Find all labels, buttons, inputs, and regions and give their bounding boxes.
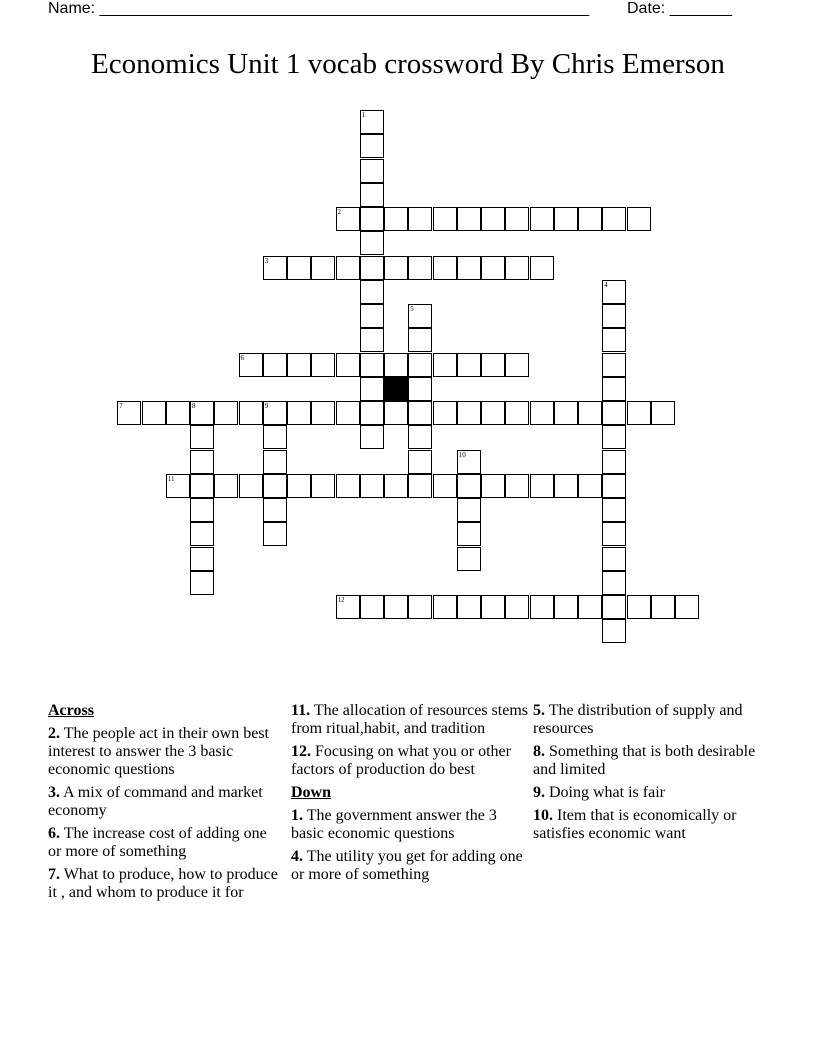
name-field-label[interactable]: Name: _______________________________________________________ bbox=[48, 0, 589, 17]
crossword-cell[interactable] bbox=[360, 256, 384, 280]
crossword-cell[interactable] bbox=[602, 619, 626, 643]
crossword-cell[interactable] bbox=[287, 401, 311, 425]
crossword-cell[interactable] bbox=[360, 280, 384, 304]
crossword-cell[interactable] bbox=[530, 401, 554, 425]
crossword-cell[interactable] bbox=[408, 401, 432, 425]
crossword-cell[interactable] bbox=[408, 304, 432, 328]
crossword-cell[interactable] bbox=[481, 595, 505, 619]
clue-number: 6 bbox=[240, 353, 244, 362]
crossword-cell[interactable] bbox=[651, 401, 675, 425]
crossword-cell[interactable] bbox=[166, 401, 190, 425]
crossword-cell[interactable] bbox=[457, 401, 481, 425]
crossword-cell[interactable] bbox=[360, 304, 384, 328]
crossword-cell[interactable] bbox=[190, 498, 214, 522]
crossword-cell[interactable] bbox=[263, 474, 287, 498]
crossword-cell[interactable] bbox=[336, 595, 360, 619]
crossword-cell[interactable] bbox=[433, 401, 457, 425]
crossword-cell[interactable] bbox=[239, 474, 263, 498]
crossword-block-cell bbox=[384, 377, 408, 401]
crossword-cell[interactable] bbox=[360, 425, 384, 449]
crossword-cell[interactable] bbox=[481, 207, 505, 231]
crossword-cell[interactable] bbox=[360, 353, 384, 377]
crossword-cell[interactable] bbox=[578, 401, 602, 425]
page-title: Economics Unit 1 vocab crossword By Chris Emerson bbox=[91, 48, 725, 80]
crossword-cell[interactable] bbox=[505, 595, 529, 619]
crossword-cell[interactable] bbox=[384, 353, 408, 377]
crossword-cell[interactable] bbox=[408, 256, 432, 280]
crossword-cell[interactable] bbox=[578, 595, 602, 619]
crossword-cell[interactable] bbox=[505, 256, 529, 280]
crossword-cell[interactable] bbox=[554, 401, 578, 425]
crossword-cell[interactable] bbox=[190, 425, 214, 449]
crossword-cell[interactable] bbox=[263, 498, 287, 522]
crossword-cell[interactable] bbox=[336, 474, 360, 498]
across-clue: 6. The increase cost of adding one or more of something bbox=[48, 825, 267, 860]
crossword-cell[interactable] bbox=[505, 474, 529, 498]
crossword-cell[interactable] bbox=[142, 401, 166, 425]
crossword-cell[interactable] bbox=[602, 401, 626, 425]
crossword-cell[interactable] bbox=[675, 595, 699, 619]
clue-number: 1 bbox=[361, 111, 366, 119]
crossword-cell[interactable] bbox=[602, 377, 626, 401]
crossword-cell[interactable] bbox=[263, 401, 287, 425]
crossword-cell[interactable] bbox=[384, 207, 408, 231]
crossword-cell[interactable] bbox=[627, 207, 651, 231]
clue-number: 8 bbox=[192, 402, 196, 410]
crossword-cell[interactable] bbox=[190, 401, 214, 425]
down-clue: 9. Doing what is fair bbox=[533, 784, 665, 801]
crossword-cell[interactable] bbox=[433, 256, 457, 280]
crossword-cell[interactable] bbox=[360, 231, 384, 255]
clue-number: 5 bbox=[410, 305, 414, 313]
crossword-cell[interactable] bbox=[214, 401, 238, 425]
crossword-cell[interactable] bbox=[505, 353, 529, 377]
crossword-cell[interactable] bbox=[602, 425, 626, 449]
crossword-cell[interactable] bbox=[384, 401, 408, 425]
crossword-cell[interactable] bbox=[336, 401, 360, 425]
down-clue: 5. The distribution of supply and resources bbox=[533, 702, 743, 737]
crossword-cell[interactable] bbox=[602, 353, 626, 377]
crossword-cell[interactable] bbox=[457, 474, 481, 498]
crossword-cell[interactable] bbox=[602, 450, 626, 474]
crossword-cell[interactable] bbox=[239, 353, 263, 377]
crossword-cell[interactable] bbox=[117, 401, 141, 425]
crossword-cell[interactable] bbox=[311, 353, 335, 377]
crossword-cell[interactable] bbox=[554, 207, 578, 231]
clue-number: 3 bbox=[264, 256, 269, 265]
crossword-cell[interactable] bbox=[214, 474, 238, 498]
crossword-cell[interactable] bbox=[457, 450, 481, 474]
crossword-cell[interactable] bbox=[433, 207, 457, 231]
crossword-cell[interactable] bbox=[505, 207, 529, 231]
crossword-cell[interactable] bbox=[602, 280, 626, 304]
down-clue: 4. The utility you get for adding one or more of something bbox=[291, 848, 523, 883]
clue-number: 2 bbox=[337, 208, 341, 216]
crossword-cell[interactable] bbox=[190, 547, 214, 571]
crossword-cell[interactable] bbox=[408, 425, 432, 449]
crossword-cell[interactable] bbox=[433, 353, 457, 377]
crossword-cell[interactable] bbox=[627, 401, 651, 425]
crossword-cell[interactable] bbox=[481, 401, 505, 425]
crossword-cell[interactable] bbox=[602, 328, 626, 352]
crossword-cell[interactable] bbox=[530, 474, 554, 498]
crossword-cell[interactable] bbox=[360, 110, 384, 134]
crossword-cell[interactable] bbox=[408, 207, 432, 231]
crossword-cell[interactable] bbox=[554, 595, 578, 619]
crossword-cell[interactable] bbox=[190, 450, 214, 474]
crossword-cell[interactable] bbox=[384, 256, 408, 280]
crossword-cell[interactable] bbox=[360, 595, 384, 619]
down-heading: Down bbox=[291, 784, 332, 801]
crossword-cell[interactable] bbox=[287, 474, 311, 498]
down-clue: 8. Something that is both desirable and limited bbox=[533, 743, 756, 778]
crossword-cell[interactable] bbox=[578, 474, 602, 498]
crossword-cell[interactable] bbox=[408, 328, 432, 352]
crossword-cell[interactable] bbox=[505, 401, 529, 425]
across-clue: 7. What to produce, how to produce it , and whom to produce it for bbox=[48, 866, 278, 901]
crossword-cell[interactable] bbox=[433, 474, 457, 498]
crossword-cell[interactable] bbox=[263, 425, 287, 449]
crossword-cell[interactable] bbox=[287, 353, 311, 377]
crossword-cell[interactable] bbox=[287, 256, 311, 280]
crossword-cell[interactable] bbox=[457, 522, 481, 546]
across-clue: 3. A mix of command and market economy bbox=[48, 784, 263, 819]
crossword-cell[interactable] bbox=[360, 134, 384, 158]
crossword-cell[interactable] bbox=[457, 498, 481, 522]
crossword-cell[interactable] bbox=[578, 207, 602, 231]
crossword-cell[interactable] bbox=[263, 450, 287, 474]
crossword-cell[interactable] bbox=[263, 256, 287, 280]
crossword-cell[interactable] bbox=[457, 547, 481, 571]
crossword-cell[interactable] bbox=[481, 256, 505, 280]
crossword-cell[interactable] bbox=[311, 256, 335, 280]
crossword-cell[interactable] bbox=[408, 377, 432, 401]
crossword-cell[interactable] bbox=[408, 474, 432, 498]
clue-number: 7 bbox=[119, 402, 123, 410]
clues-column-2 bbox=[291, 702, 531, 889]
crossword-cell[interactable] bbox=[190, 474, 214, 498]
crossword-cell[interactable] bbox=[311, 474, 335, 498]
crossword-cell[interactable] bbox=[554, 474, 578, 498]
crossword-cell[interactable] bbox=[360, 377, 384, 401]
crossword-cell[interactable] bbox=[263, 353, 287, 377]
clues-column-1 bbox=[48, 702, 283, 907]
clue-number: 9 bbox=[264, 402, 269, 410]
crossword-cell[interactable] bbox=[190, 522, 214, 546]
crossword-cell[interactable] bbox=[336, 256, 360, 280]
crossword-cell[interactable] bbox=[602, 304, 626, 328]
clues-column-3 bbox=[533, 702, 768, 848]
crossword-cell[interactable] bbox=[360, 183, 384, 207]
crossword-cell[interactable] bbox=[384, 474, 408, 498]
crossword-cell[interactable] bbox=[530, 207, 554, 231]
crossword-cell[interactable] bbox=[360, 207, 384, 231]
crossword-cell[interactable] bbox=[408, 450, 432, 474]
crossword-cell[interactable] bbox=[530, 595, 554, 619]
crossword-cell[interactable] bbox=[457, 595, 481, 619]
clue-number: 11 bbox=[167, 474, 175, 483]
crossword-cell[interactable] bbox=[408, 353, 432, 377]
crossword-cell[interactable] bbox=[263, 522, 287, 546]
crossword-cell[interactable] bbox=[457, 353, 481, 377]
crossword-cell[interactable] bbox=[602, 207, 626, 231]
crossword-cell[interactable] bbox=[336, 207, 360, 231]
crossword-cell[interactable] bbox=[651, 595, 675, 619]
date-field-label[interactable]: Date: _______ bbox=[627, 0, 732, 17]
crossword-cell[interactable] bbox=[190, 571, 214, 595]
across-clue: 12. Focusing on what you or other factors of production do best bbox=[291, 743, 511, 778]
crossword-cell[interactable] bbox=[360, 328, 384, 352]
clue-number: 12 bbox=[337, 596, 345, 604]
crossword-cell[interactable] bbox=[360, 474, 384, 498]
clue-number: 10 bbox=[458, 450, 466, 459]
crossword-cell[interactable] bbox=[408, 595, 432, 619]
crossword-cell[interactable] bbox=[433, 595, 457, 619]
across-clue: 2. The people act in their own best interest to answer the 3 basic economic questions bbox=[48, 725, 269, 778]
crossword-cell[interactable] bbox=[602, 547, 626, 571]
crossword-cell[interactable] bbox=[627, 595, 651, 619]
crossword-cell[interactable] bbox=[602, 498, 626, 522]
down-clue: 1. The government answer the 3 basic economic questions bbox=[291, 807, 497, 842]
crossword-cell[interactable] bbox=[602, 522, 626, 546]
crossword-cell[interactable] bbox=[602, 571, 626, 595]
crossword-cell[interactable] bbox=[530, 256, 554, 280]
crossword-cell[interactable] bbox=[602, 474, 626, 498]
across-clue: 11. The allocation of resources stems from ritual,habit, and tradition bbox=[291, 702, 528, 737]
down-clue: 10. Item that is economically or satisfies economic want bbox=[533, 807, 737, 842]
crossword-cell[interactable] bbox=[384, 595, 408, 619]
across-heading: Across bbox=[48, 702, 94, 719]
crossword-cell[interactable] bbox=[311, 401, 335, 425]
crossword-cell[interactable] bbox=[360, 401, 384, 425]
crossword-cell[interactable] bbox=[481, 353, 505, 377]
crossword-cell[interactable] bbox=[457, 256, 481, 280]
crossword-cell[interactable] bbox=[166, 474, 190, 498]
crossword-cell[interactable] bbox=[481, 474, 505, 498]
crossword-cell[interactable] bbox=[360, 159, 384, 183]
crossword-cell[interactable] bbox=[457, 207, 481, 231]
crossword-cell[interactable] bbox=[239, 401, 263, 425]
clue-number: 4 bbox=[604, 280, 608, 289]
crossword-cell[interactable] bbox=[336, 353, 360, 377]
crossword-cell[interactable] bbox=[602, 595, 626, 619]
